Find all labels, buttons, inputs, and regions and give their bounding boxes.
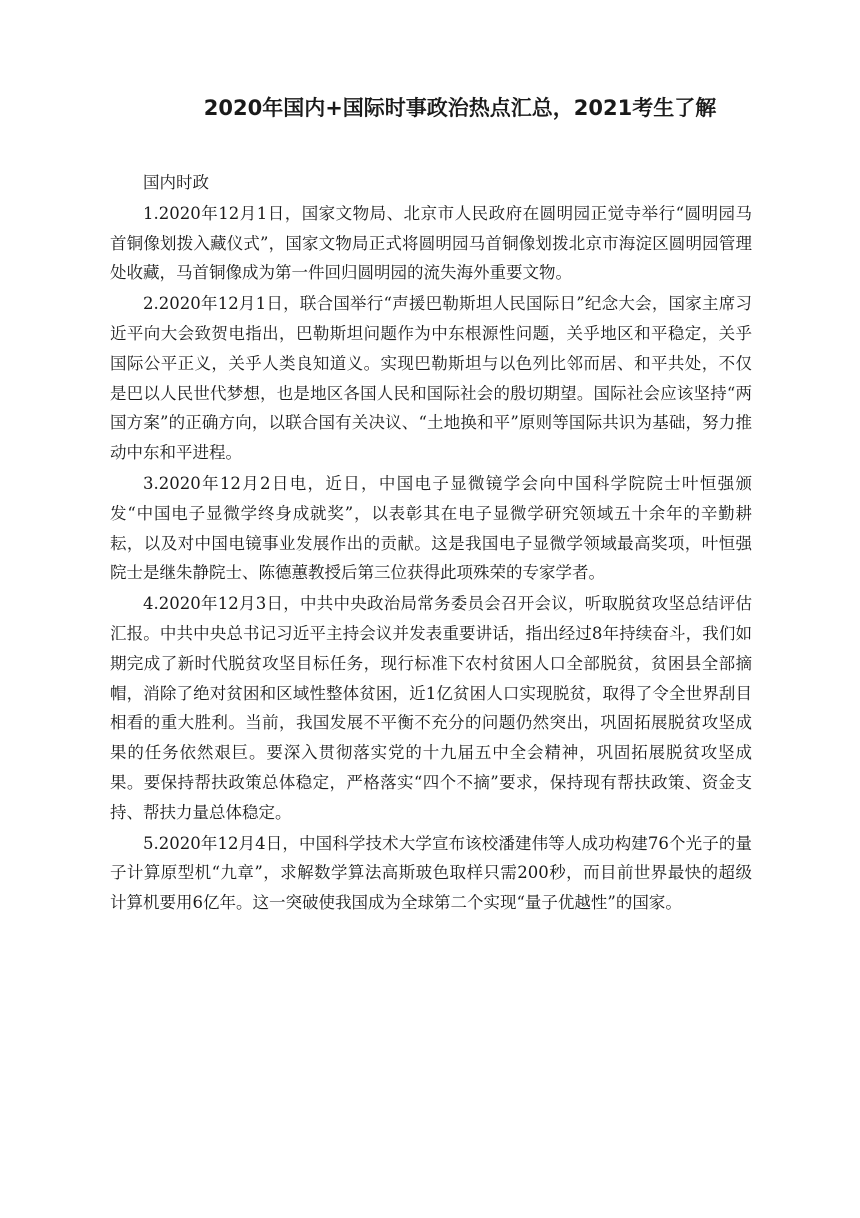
document-title: 2020年国内+国际时事政治热点汇总，2021考生了解 bbox=[203, 96, 717, 120]
paragraph-5: 5.2020年12月4日，中国科学技术大学宣布该校潘建伟等人成功构建76个光子的量子计算原型机“九章”，求解数学算法高斯玻色取样只需200秒，而目前世界最快的超级计算机要用6亿年。这一突破使我国成为全球第二个实现“量子优越性”的国家。 bbox=[110, 833, 752, 913]
paragraph-1: 1.2020年12月1日，国家文物局、北京市人民政府在圆明园正觉寺举行“圆明园马首铜像划拨入藏仪式”，国家文物局正式将圆明园马首铜像划拨北京市海淀区圆明园管理处收藏，马首铜像成为第一件回归圆明园的流失海外重要文物。 bbox=[110, 203, 752, 283]
document-body bbox=[110, 168, 752, 919]
section-heading: 国内时政 bbox=[143, 173, 209, 192]
paragraph-2: 2.2020年12月1日，联合国举行“声援巴勒斯坦人民国际日”纪念大会，国家主席习近平向大会致贺电指出，巴勒斯坦问题作为中东根源性问题，关乎地区和平稳定，关乎国际公平正义，关乎人类良知道义。实现巴勒斯坦与以色列比邻而居、和平共处，不仅是巴以人民世代梦想，也是地区各国人民和国际社会的殷切期望。国际社会应该坚持“两国方案”的正确方向，以联合国有关决议、“土地换和平”原则等国际共识为基础，努力推动中东和平进程。 bbox=[110, 294, 752, 463]
paragraph-3: 3.2020年12月2日电，近日，中国电子显微镜学会向中国科学院院士叶恒强颁发“中国电子显微学终身成就奖”，以表彰其在电子显微学研究领域五十余年的辛勤耕耘，以及对中国电镜事业发展作出的贡献。这是我国电子显微学领域最高奖项，叶恒强院士是继朱静院士、陈德蕙教授后第三位获得此项殊荣的专家学者。 bbox=[110, 473, 752, 583]
paragraph-4: 4.2020年12月3日，中共中央政治局常务委员会召开会议，听取脱贫攻坚总结评估汇报。中共中央总书记习近平主持会议并发表重要讲话，指出经过8年持续奋斗，我们如期完成了新时代脱贫攻坚目标任务，现行标准下农村贫困人口全部脱贫，贫困县全部摘帽，消除了绝对贫困和区域性整体贫困，近1亿贫困人口实现脱贫，取得了令全世界刮目相看的重大胜利。当前，我国发展不平衡不充分的问题仍然突出，巩固拓展脱贫攻坚成果的任务依然艰巨。要深入贯彻落实党的十九届五中全会精神，巩固拓展脱贫攻坚成果。要保持帮扶政策总体稳定，严格落实“四个不摘”要求，保持现有帮扶政策、资金支持、帮扶力量总体稳定。 bbox=[110, 594, 752, 822]
